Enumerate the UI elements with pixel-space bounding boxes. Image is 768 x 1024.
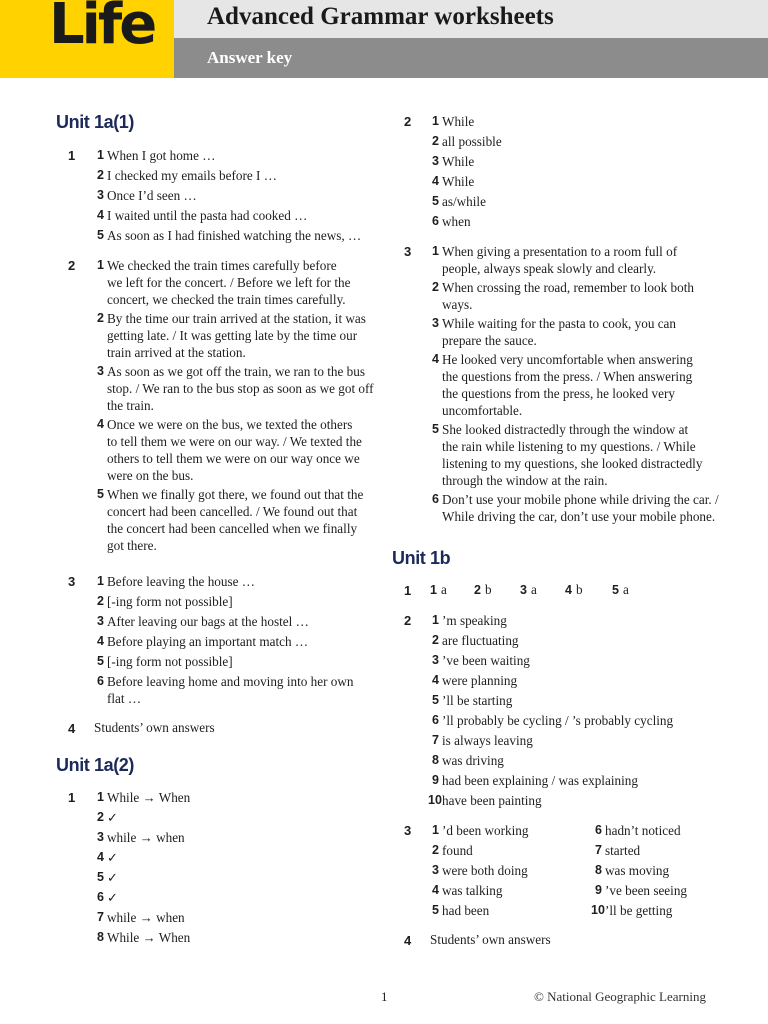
answer-item (97, 207, 308, 224)
answer-text: While driving the car, don’t use your mobile phone. (442, 509, 716, 524)
answer-number: 7 (432, 733, 439, 747)
answer-item (474, 582, 492, 598)
answer-item (430, 582, 447, 598)
answer-text: When crossing the road, remember to look both (442, 280, 694, 295)
answer-number: 6 (97, 674, 104, 688)
answer-text: prepare the sauce. (442, 333, 537, 348)
answer-text: found (442, 843, 473, 858)
answer-text: ’ve been seeing (605, 883, 688, 898)
answer-text: was driving (442, 753, 504, 768)
answer-text: flat … (107, 691, 142, 706)
answer-text: others to tell them we were on our way once we (107, 451, 360, 466)
exercise-number: 3 (404, 244, 412, 259)
answer-text: getting late. / It was getting late by the time our (107, 328, 358, 343)
answer-number: 6 (432, 492, 439, 506)
answer-number: 3 (97, 364, 104, 378)
answer-number: 1 (97, 574, 104, 588)
answer-item (432, 712, 674, 729)
answer-text: as/while (442, 194, 486, 209)
answer-text: the questions from the press. / When answering (442, 369, 693, 384)
answer-text: I checked my emails before I … (107, 168, 277, 183)
exercise-number: 1 (404, 583, 412, 598)
answer-number: 5 (432, 422, 439, 436)
answer-number: 6 (432, 713, 439, 727)
answer-text: ✓ (107, 850, 119, 865)
answer-item (432, 279, 694, 313)
answer-item (432, 652, 530, 669)
answer-text: a (440, 582, 447, 597)
answer-text: We checked the train times carefully before (107, 258, 337, 273)
answer-number: 4 (432, 673, 439, 687)
answer-text: b (484, 582, 492, 597)
answer-number: 3 (97, 830, 104, 844)
answer-number: 5 (432, 194, 439, 208)
answer-number: 2 (432, 633, 439, 647)
answer-number: 1 (97, 148, 104, 162)
answer-item (520, 582, 537, 598)
answer-item (97, 673, 354, 707)
answer-number: 5 (97, 870, 104, 884)
exercise-number: 4 (68, 721, 76, 736)
exercise-number: 2 (68, 258, 76, 273)
answer-number: 8 (432, 753, 439, 767)
answer-item (432, 133, 502, 150)
answer-item (97, 789, 191, 806)
answer-item (595, 822, 681, 839)
answer-item (432, 173, 475, 190)
answer-number: 6 (595, 823, 602, 837)
answer-item (97, 653, 233, 670)
answer-number: 2 (432, 280, 439, 294)
answer-text: [-ing form not possible] (107, 594, 233, 609)
answer-item (97, 227, 362, 244)
answer-text: we left for the concert. / Before we left for the (107, 275, 351, 290)
answer-text: uncomfortable. (442, 403, 523, 418)
answer-item (565, 582, 583, 598)
answer-text: while → when (107, 910, 185, 925)
page-number: 1 (381, 989, 388, 1004)
exercise-number: 4 (404, 933, 412, 948)
answer-item (432, 351, 693, 419)
answer-number: 5 (97, 487, 104, 501)
answer-text: Once we were on the bus, we texted the others (107, 417, 353, 432)
answer-text: started (605, 843, 641, 858)
answer-text: concert had been cancelled. / We found out that (107, 504, 358, 519)
answer-text: He looked very uncomfortable when answering (442, 352, 693, 367)
answer-item (97, 486, 364, 554)
answer-text: a (530, 582, 537, 597)
answer-text: were both doing (442, 863, 528, 878)
answer-text: After leaving our bags at the hostel … (107, 614, 309, 629)
answer-item (432, 421, 703, 489)
answer-number: 2 (97, 810, 104, 824)
answer-number: 4 (432, 883, 439, 897)
answer-number: 10 (591, 903, 605, 917)
copyright: © National Geographic Learning (534, 989, 706, 1004)
answer-number: 3 (97, 188, 104, 202)
exercise-answer: Students’ own answers (430, 932, 551, 947)
answer-item (612, 582, 629, 598)
answer-item (97, 310, 366, 361)
answer-text: when (442, 214, 471, 229)
answer-item (97, 187, 197, 204)
answer-text: concert, we checked the train times carefully. (107, 292, 346, 307)
answer-text: through the window at the rain. (442, 473, 608, 488)
answer-text: the concert had been cancelled when we finally (107, 521, 358, 536)
answer-number: 3 (432, 316, 439, 330)
answer-number: 1 (432, 244, 439, 258)
answer-text: ’m speaking (442, 613, 507, 628)
answer-item (428, 792, 542, 809)
answer-number: 4 (432, 352, 439, 366)
answer-number: 1 (430, 583, 437, 597)
answer-text: had been (442, 903, 490, 918)
exercise-number: 1 (68, 148, 76, 163)
answer-text: all possible (442, 134, 502, 149)
answer-text: While (442, 154, 475, 169)
answer-text: Once I’d seen … (107, 188, 197, 203)
answer-text: While → When (107, 930, 191, 945)
answer-number: 2 (432, 843, 439, 857)
answer-item (595, 842, 641, 859)
answer-text: train arrived at the station. (107, 345, 246, 360)
exercise-number: 2 (404, 613, 412, 628)
answer-text: were planning (442, 673, 518, 688)
answer-number: 2 (432, 134, 439, 148)
answer-item (432, 882, 503, 899)
header-subtitle-band (174, 38, 768, 78)
answer-text: is always leaving (442, 733, 533, 748)
answer-text: ways. (442, 297, 473, 312)
answer-number: 5 (612, 583, 619, 597)
answer-number: 6 (97, 890, 104, 904)
answer-number: 4 (97, 208, 104, 222)
answer-text: had been explaining / was explaining (442, 773, 638, 788)
answer-text: When giving a presentation to a room full of (442, 244, 678, 259)
answer-text: I waited until the pasta had cooked … (107, 208, 308, 223)
answer-text: was talking (442, 883, 503, 898)
answer-text: ’ve been waiting (442, 653, 530, 668)
answer-item (432, 153, 475, 170)
answer-item (97, 869, 119, 886)
answer-item (97, 257, 351, 308)
answer-number: 5 (432, 903, 439, 917)
answer-text: ✓ (107, 890, 119, 905)
answer-number: 10 (428, 793, 442, 807)
answer-text: Before leaving home and moving into her own (107, 674, 354, 689)
answer-item (97, 593, 233, 610)
exercise-number: 2 (404, 114, 412, 129)
answer-item (432, 752, 504, 769)
answer-number: 1 (432, 613, 439, 627)
answer-number: 5 (432, 693, 439, 707)
exercise-number: 3 (68, 574, 76, 589)
answer-text: ✓ (107, 870, 119, 885)
answer-text: While (442, 174, 475, 189)
answer-item (432, 672, 518, 689)
answer-item (432, 113, 475, 130)
answer-text: When we finally got there, we found out that the (107, 487, 364, 502)
answer-text: ✓ (107, 810, 119, 825)
answer-text: a (622, 582, 629, 597)
answer-text: While → When (107, 790, 191, 805)
header-title-band (174, 0, 768, 38)
exercise-number: 1 (68, 790, 76, 805)
answer-text: As soon as I had finished watching the news, … (107, 228, 362, 243)
answer-number: 3 (432, 653, 439, 667)
logo-text: Life (49, 0, 155, 57)
answer-item (97, 416, 362, 484)
answer-text: was moving (605, 863, 670, 878)
page-title: Advanced Grammar worksheets (207, 3, 554, 30)
answer-text: listening to my questions, she looked distractedly (442, 456, 703, 471)
answer-number: 3 (432, 154, 439, 168)
answer-number: 6 (432, 214, 439, 228)
answer-text: were on the bus. (107, 468, 194, 483)
answer-number: 4 (565, 583, 572, 597)
answer-item (432, 491, 719, 525)
answer-text: hadn’t noticed (605, 823, 681, 838)
answer-number: 2 (97, 311, 104, 325)
answer-item (432, 193, 486, 210)
answer-item (97, 573, 255, 590)
exercise-answer: Students’ own answers (94, 720, 215, 735)
answer-item (97, 909, 185, 926)
answer-text: [-ing form not possible] (107, 654, 233, 669)
answer-number: 5 (97, 654, 104, 668)
answer-text: b (575, 582, 583, 597)
page-subtitle: Answer key (207, 48, 293, 67)
answer-number: 8 (97, 930, 104, 944)
answer-text: ’d been working (442, 823, 529, 838)
unit-heading: Unit 1b (392, 548, 451, 568)
answer-text: to tell them we were on our way. / We texted the (107, 434, 362, 449)
answer-item (97, 889, 119, 906)
answer-number: 9 (432, 773, 439, 787)
answer-text: Don’t use your mobile phone while driving the car. / (442, 492, 719, 507)
answer-item (595, 862, 670, 879)
answer-number: 7 (97, 910, 104, 924)
answer-number: 1 (432, 823, 439, 837)
answer-number: 1 (432, 114, 439, 128)
answer-item (97, 929, 191, 946)
unit-heading: Unit 1a(2) (56, 755, 135, 775)
answer-item (97, 849, 119, 866)
answer-number: 3 (97, 614, 104, 628)
answer-item (432, 862, 528, 879)
answer-text: have been painting (442, 793, 542, 808)
answer-text: are fluctuating (442, 633, 519, 648)
answer-item (432, 632, 519, 649)
answer-item (97, 167, 277, 184)
answer-text: Before playing an important match … (107, 634, 309, 649)
answer-item (432, 243, 678, 277)
answer-text: the train. (107, 398, 154, 413)
answer-item (97, 633, 309, 650)
unit-heading: Unit 1a(1) (56, 112, 135, 132)
answer-text: While (442, 114, 475, 129)
answer-item (97, 809, 119, 826)
answer-number: 8 (595, 863, 602, 877)
answer-item (432, 822, 529, 839)
answer-text: stop. / We ran to the bus stop as soon as we got off (107, 381, 374, 396)
answer-text: As soon as we got off the train, we ran to the bus (107, 364, 365, 379)
answer-text: By the time our train arrived at the station, it was (107, 311, 366, 326)
answer-item (432, 842, 473, 859)
answer-number: 2 (97, 168, 104, 182)
answer-item (97, 829, 185, 846)
answer-number: 4 (97, 634, 104, 648)
answer-number: 3 (432, 863, 439, 877)
answer-number: 3 (520, 583, 527, 597)
answer-number: 1 (97, 790, 104, 804)
answer-number: 4 (432, 174, 439, 188)
answer-item (432, 612, 507, 629)
answer-text: the questions from the press, he looked very (442, 386, 675, 401)
answer-number: 2 (97, 594, 104, 608)
exercise-number: 3 (404, 823, 412, 838)
answer-text: While waiting for the pasta to cook, you can (442, 316, 677, 331)
answer-text: got there. (107, 538, 157, 553)
answer-item (591, 902, 673, 919)
answer-item (432, 902, 490, 919)
answer-item (595, 882, 688, 899)
answer-number: 7 (595, 843, 602, 857)
answer-number: 4 (97, 417, 104, 431)
answer-text: the rain while listening to my questions. / While (442, 439, 696, 454)
answer-item (97, 147, 216, 164)
answer-item (432, 732, 533, 749)
answer-item (432, 213, 471, 230)
life-logo (0, 0, 174, 78)
answer-item (432, 315, 677, 349)
answer-text: ’ll probably be cycling / ’s probably cycling (442, 713, 674, 728)
answer-number: 4 (97, 850, 104, 864)
answer-item (97, 613, 309, 630)
answer-number: 2 (474, 583, 481, 597)
answer-text: ’ll be getting (605, 903, 673, 918)
answer-item (97, 363, 374, 414)
answer-text: ’ll be starting (442, 693, 513, 708)
answer-number: 5 (97, 228, 104, 242)
answer-text: Before leaving the house … (107, 574, 255, 589)
answer-text: while → when (107, 830, 185, 845)
answer-item (432, 772, 638, 789)
answer-number: 9 (595, 883, 602, 897)
answer-text: When I got home … (107, 148, 216, 163)
answer-item (432, 692, 513, 709)
answer-text: She looked distractedly through the window at (442, 422, 689, 437)
answer-number: 1 (97, 258, 104, 272)
answer-text: people, always speak slowly and clearly. (442, 261, 657, 276)
